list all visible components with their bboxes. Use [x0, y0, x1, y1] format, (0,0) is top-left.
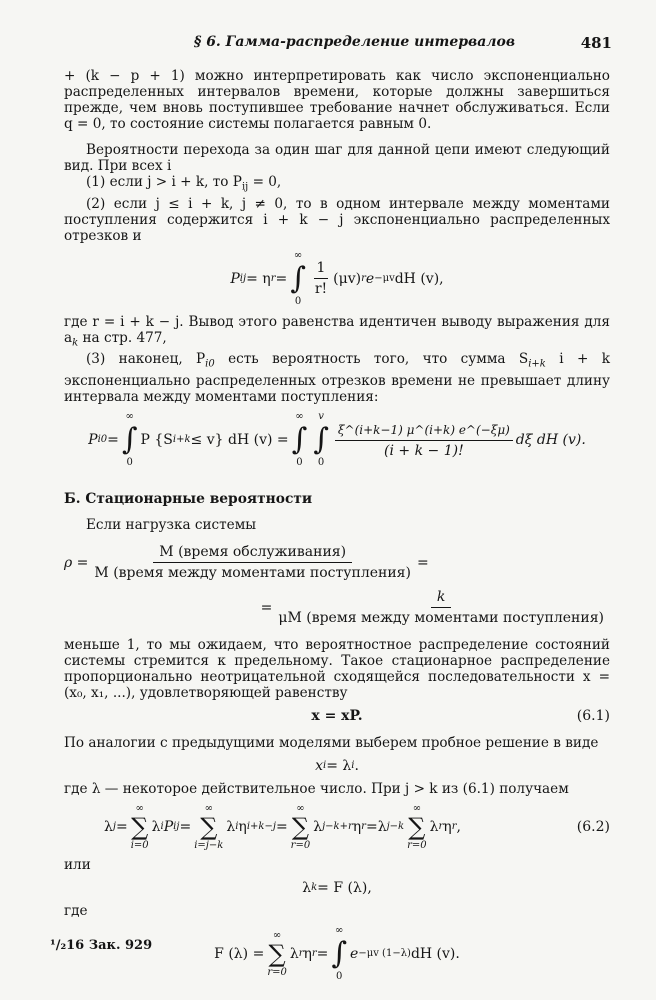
formula-f-lambda: F (λ) = ∞ ∑ r=0 λ r η r = ∞ ∫ 0 e −μv (1−λ) dH (v).: [214, 925, 460, 983]
formula-6-1: x = xP. (6.1): [311, 708, 610, 725]
fraction: $\frac{\xi\^{}(i+k-1) \mu\^{}(i+k) e\^{}(-\xi\mu)}{(i + k - 1)!}$: [335, 421, 513, 460]
case-item: (3) наконец, $P_{i0}$ есть вероятность того, что сумма $S_{i+k}$ i + k экспоненциально распределенных отрезков времени не превышает длину интервала между моментами поступления:: [64, 351, 610, 406]
fraction: $\frac{k}{\text{μM (время между моментами поступления)}}$: [278, 589, 604, 627]
integral-sign: ∞ ∫ 0: [290, 249, 306, 307]
page-header: [64, 34, 612, 56]
paragraph: По аналогии с предыдущими моделями выберем пробное решение в виде: [64, 735, 599, 752]
formula-p-i0: P i0 = ∞ ∫ 0 P {S i+k ≤ v} dH (v) = ∞ ∫ 0 v ∫ 0 $\frac{\xi\^{}(i+k-1) \mu\^{}(i+k) e\^{}(-\xi\mu)}{(i + k - 1)!}$ dξ dH (v).: [88, 411, 586, 469]
sum-sign: ∞ ∑ r=0: [290, 803, 311, 852]
equation-number: (6.2): [576, 819, 610, 836]
integral-sign: v ∫ 0: [313, 411, 329, 469]
sum-sign: ∞ ∑ i=0: [130, 803, 149, 852]
formula-trial: x i = λ i .: [315, 758, 359, 775]
formula-6-2: λ j = ∞ ∑ i=0 λ i P ij = ∞ ∑ i=j−k λ i η i+k−j = ∞ ∑ r=0 λ j−k+r η r = λ j−k ∞ ∑ r=0 λ r η r , (6.2): [104, 803, 610, 852]
case-item: (2) если j ≤ i + k, j ≠ 0, то в одном интервале между моментами поступления содержится i + k − j экспоненциально распределенных отрезков и: [64, 195, 610, 244]
paragraph: + (k − p + 1) можно интерпретировать как число экспоненциально распределенных интервалов времени, которые должны завершиться прежде, чем вновь поступившее требование начнет обслуживаться. Если q = 0, то состояние системы полагается равным 0.: [64, 68, 610, 132]
integral-sign: ∞ ∫ 0: [291, 411, 308, 469]
paragraph: или: [64, 857, 91, 874]
section-heading: Б. Стационарные вероятности: [64, 491, 313, 508]
formula-p-ij: P ij = η r = ∞ ∫ 0 $\frac{1}{r!}$ (μv) r e −μv dH (v),: [230, 249, 444, 307]
paragraph: где: [64, 903, 88, 920]
formula-rho-2: = $\frac{k}{\text{μM (время между моментами поступления)}}$: [64, 588, 610, 627]
page-body: [64, 68, 610, 989]
fraction: $\frac{\text{M (время обслуживания)}}{\text{M (время между моментами поступления)}}$: [94, 544, 411, 582]
paragraph: меньше 1, то мы ожидаем, что вероятностное распределение состояний системы стремится к предельному. Такое стационарное распределение пропорционально неотрицательной сходящейся последовательности x = (x₀, x₁, ...), удовлетворяющей равенству: [64, 637, 610, 702]
integral-sign: ∞ ∫ 0: [121, 411, 138, 469]
sum-sign: ∞ ∑ i=j−k: [194, 803, 224, 852]
case-item: (1) если j > i + k, то $P_{ij} = 0$,: [86, 174, 282, 193]
formula-rho: ρ = $\frac{\text{M (время обслуживания)}}{\text{M (время между моментами поступления)}}$ =: [64, 544, 429, 582]
fraction: $\frac{1}{r!}$: [314, 260, 328, 298]
paragraph: Если нагрузка системы: [86, 517, 257, 534]
equation-number: (6.1): [576, 708, 610, 725]
page-footer: ¹/₂16 Зак. 929: [50, 938, 153, 953]
paragraph: Вероятности перехода за один шаг для данной цепи имеют следующий вид. При всех i: [64, 142, 610, 174]
sum-sign: ∞ ∑ r=0: [267, 930, 287, 979]
sum-sign: ∞ ∑ r=0: [407, 803, 427, 852]
paragraph: где λ — некоторое действительное число. При j > k из (6.1) получаем: [64, 781, 569, 798]
page-number: 481: [580, 34, 612, 52]
formula-lambda-k: λ k = F (λ),: [302, 880, 372, 897]
paragraph: где r = i + k − j. Вывод этого равенства идентичен выводу выражения для $a_k$ на стр. 477,: [64, 313, 610, 349]
running-title: § 6. Гамма-распределение интервалов: [194, 34, 516, 50]
integral-sign: ∞ ∫ 0: [331, 925, 348, 983]
